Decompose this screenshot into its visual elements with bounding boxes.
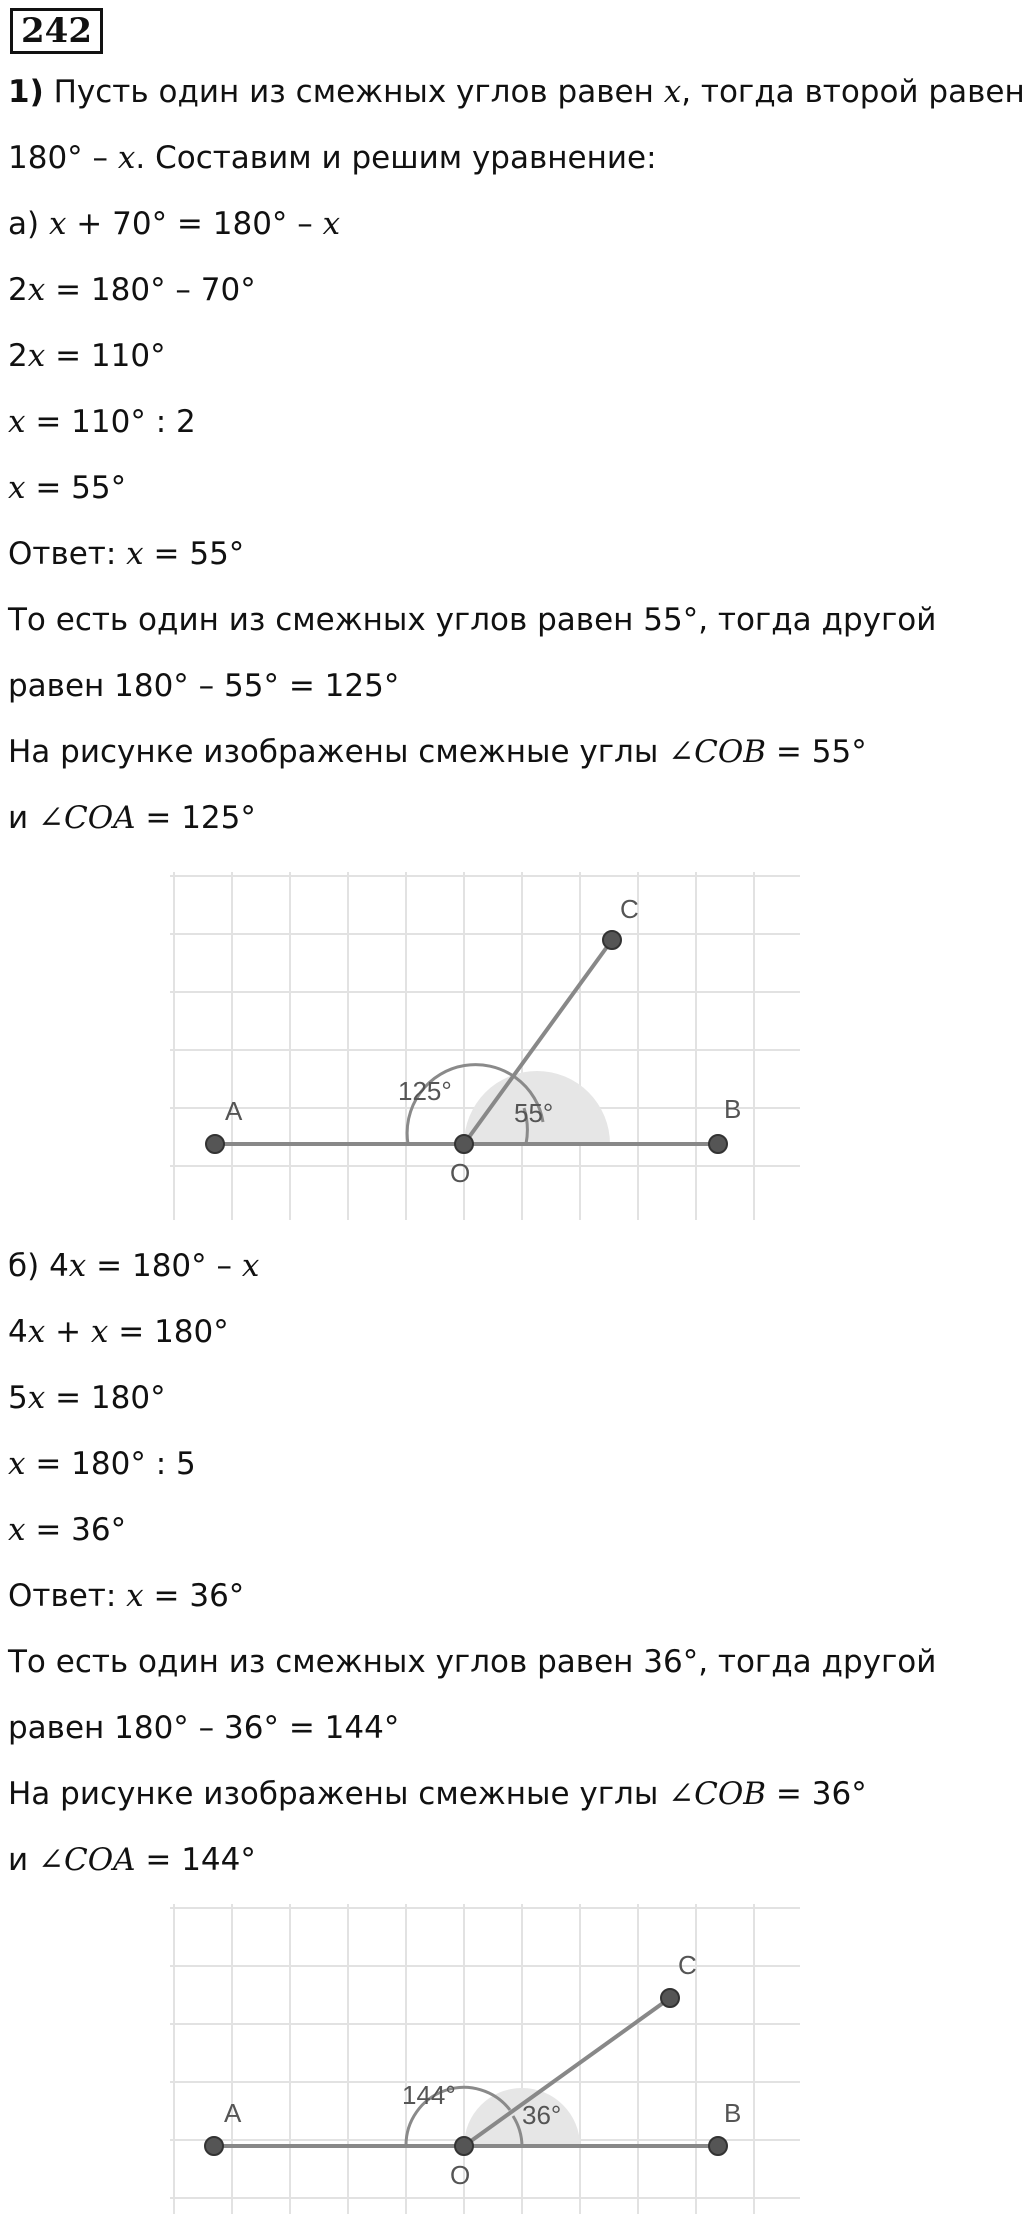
variable: x	[241, 1248, 260, 1284]
label-a: A	[224, 2098, 242, 2128]
explanation-text: На рисунке изображены смежные углы	[8, 734, 659, 770]
answer-value: = 55°	[153, 536, 245, 572]
angle-name: ∠COA	[38, 1842, 136, 1878]
point-o	[455, 1135, 473, 1153]
label-a: A	[225, 1096, 243, 1126]
equation-text: = 110°	[55, 338, 166, 374]
equation-text: = 180° : 5	[35, 1446, 196, 1482]
part-marker: 1)	[8, 74, 44, 110]
equation-b-3: 5x = 180°	[8, 1380, 166, 1416]
equation-text: = 180° –	[96, 1248, 232, 1284]
variable: x	[663, 74, 682, 110]
figure-a	[170, 872, 800, 1220]
label-c: C	[620, 894, 639, 924]
angle-name: ∠COA	[38, 800, 136, 836]
item-prefix: б)	[8, 1248, 40, 1284]
equation-text: = 36°	[35, 1512, 127, 1548]
figure-b	[170, 1904, 800, 2214]
angle-label-big: 144°	[402, 2080, 456, 2110]
variable: x	[8, 1446, 26, 1482]
angle-value: = 144°	[145, 1842, 256, 1878]
answer-a	[8, 532, 244, 576]
explanation-text: и	[8, 800, 29, 836]
explanation-a-2: равен 180° – 55° = 125°	[8, 668, 400, 704]
variable: x	[68, 1248, 87, 1284]
angle-name: ∠COB	[668, 1776, 767, 1812]
equation-b-2: 4x + x = 180°	[8, 1314, 229, 1350]
angle-label-small: 55°	[514, 1098, 554, 1128]
grid	[170, 1904, 800, 2214]
equation-b-5	[8, 1508, 126, 1552]
label-b: B	[724, 1094, 742, 1124]
intro-line-1	[8, 70, 1025, 114]
variable: x	[27, 338, 46, 374]
adjacent-angles-diagram-b	[170, 1904, 800, 2214]
angle-name: ∠COB	[668, 734, 767, 770]
variable: x	[8, 404, 26, 440]
equation-text: = 180°	[118, 1314, 229, 1350]
equation-text: = 55°	[35, 470, 127, 506]
intro-text: , тогда второй равен	[681, 74, 1025, 110]
explanation-b-2: равен 180° – 36° = 144°	[8, 1710, 400, 1746]
variable: x	[322, 206, 341, 242]
answer-value: = 36°	[153, 1578, 245, 1614]
explanation-a-4	[8, 796, 256, 840]
equation-a-4	[8, 400, 196, 444]
answer-b	[8, 1574, 244, 1618]
answer-label: Ответ:	[8, 536, 117, 572]
equation-text: + 70° = 180° –	[76, 206, 313, 242]
equation-text: = 180°	[55, 1380, 166, 1416]
explanation-b-1: То есть один из смежных углов равен 36°, тогда другой	[8, 1644, 937, 1680]
intro-line-2	[8, 136, 657, 180]
variable: x	[126, 1578, 144, 1614]
label-c: C	[678, 1950, 697, 1980]
variable: x	[27, 272, 46, 308]
variable: x	[8, 470, 26, 506]
point-a	[205, 2137, 223, 2155]
answer-label: Ответ:	[8, 1578, 117, 1614]
explanation-b-4	[8, 1838, 256, 1882]
label-b: B	[724, 2098, 742, 2128]
equation-text: = 110° : 2	[35, 404, 196, 440]
item-prefix: а)	[8, 206, 40, 242]
explanation-text: и	[8, 1842, 29, 1878]
angle-value: = 36°	[775, 1776, 867, 1812]
intro-text: 180° –	[8, 140, 109, 176]
angle-value: = 55°	[775, 734, 867, 770]
explanation-text: На рисунке изображены смежные углы	[8, 1776, 659, 1812]
variable: x	[27, 1314, 46, 1350]
equation-a-5	[8, 466, 126, 510]
explanation-a-1: То есть один из смежных углов равен 55°, тогда другой	[8, 602, 937, 638]
grid	[170, 872, 800, 1220]
intro-text: . Составим и решим уравнение:	[135, 140, 657, 176]
variable: x	[27, 1380, 46, 1416]
variable: x	[117, 140, 136, 176]
variable: x	[126, 536, 144, 572]
adjacent-angles-diagram-a	[170, 872, 800, 1220]
point-o	[455, 2137, 473, 2155]
equation-b-1: б) 4x = 180° – x	[8, 1248, 260, 1284]
intro-text: Пусть один из смежных углов равен	[53, 74, 654, 110]
problem-number: 242	[10, 8, 103, 54]
equation-b-4	[8, 1442, 196, 1486]
point-b	[709, 2137, 727, 2155]
equation-a-1	[8, 202, 340, 246]
variable: x	[90, 1314, 109, 1350]
label-o: O	[450, 2160, 471, 2190]
equation-a-3: 2x = 110°	[8, 338, 166, 374]
explanation-b-3	[8, 1772, 867, 1816]
equation-a-2: 2x = 180° – 70°	[8, 272, 256, 308]
angle-label-small: 36°	[522, 2100, 562, 2130]
point-a	[206, 1135, 224, 1153]
angle-value: = 125°	[145, 800, 256, 836]
variable: x	[8, 1512, 26, 1548]
point-b	[709, 1135, 727, 1153]
angle-label-big: 125°	[398, 1076, 452, 1106]
label-o: O	[450, 1158, 471, 1188]
variable: x	[48, 206, 67, 242]
point-c	[661, 1989, 679, 2007]
explanation-a-3	[8, 730, 867, 774]
point-c	[603, 931, 621, 949]
equation-text: = 180° – 70°	[55, 272, 256, 308]
